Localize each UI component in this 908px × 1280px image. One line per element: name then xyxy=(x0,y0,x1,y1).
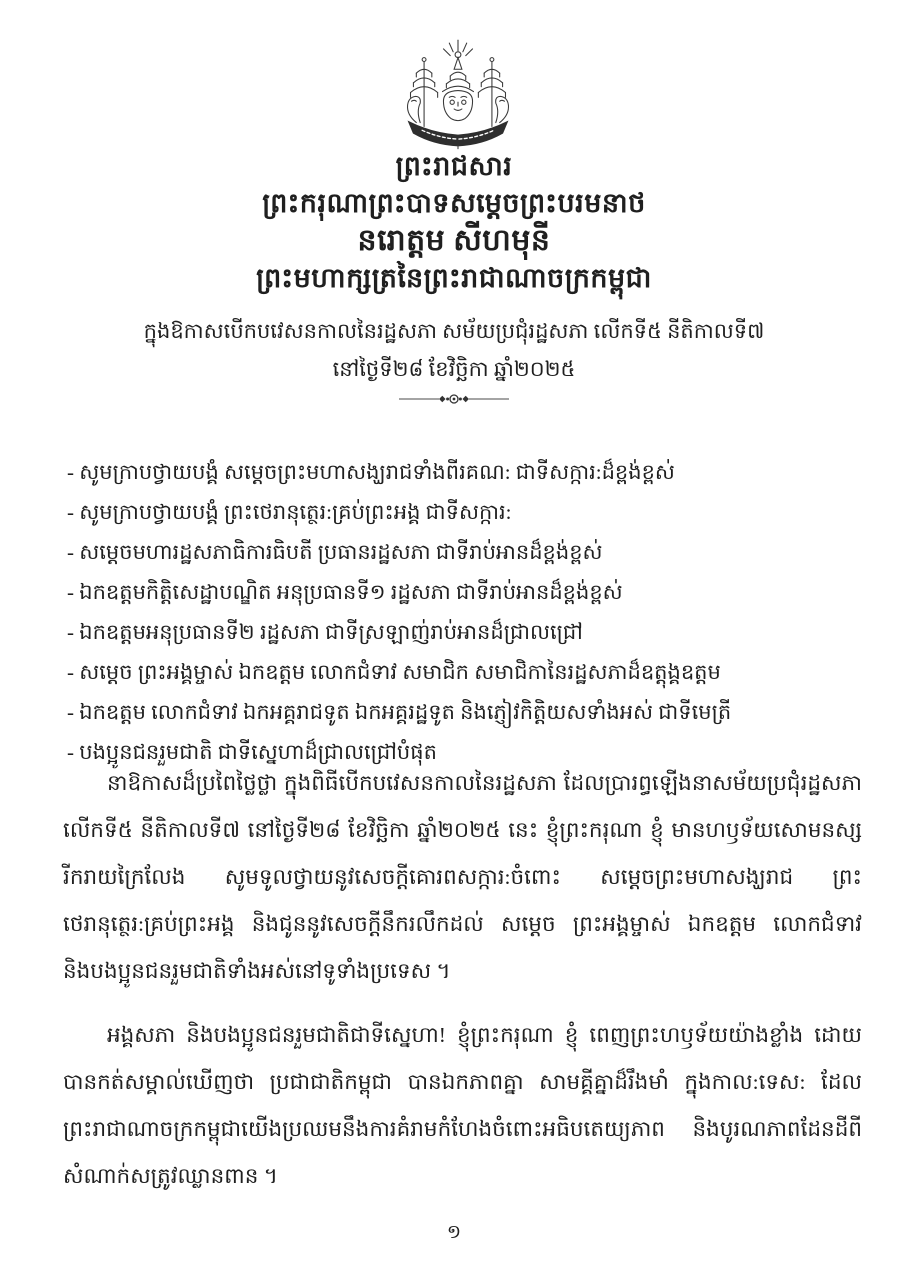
rays-icon xyxy=(443,40,472,57)
parasol-right-icon xyxy=(478,58,505,127)
paragraph: អង្គសភា និងបងប្អូនជនរួមជាតិជាទីស្នេហា! ខ្ញុំព្រះករុណា ខ្ញុំ ពេញព្រះហឫទ័យយ៉ាងខ្លាំង ដោយបានកត់សម្គាល់ឃើញថា ប្រជាជាតិកម្ពុជា បានឯកភាពគ្នា សាមគ្គីគ្នាដ៏រឹងមាំ ក្នុងកាល:ទេស: ដែលព្រះរាជាណាចក្រកម្ពុជាយើងប្រឈមនឹងការគំរាមកំហែងចំពោះអធិបតេយ្យភាព និងបូរណភាពដែនដីពីសំណាក់សត្រូវឈ្លានពាន ។ xyxy=(63,1023,862,1188)
king-name: នរោត្តម សីហមុនី xyxy=(357,224,551,257)
salutation-item: - ឯកឧត្តមកិត្តិសេដ្ឋាបណ្ឌិត អនុប្រធានទី១ រដ្ឋសភា ជាទីរាប់អានដ៏ខ្ពង់ខ្ពស់ xyxy=(67,580,623,604)
ornament-divider-icon xyxy=(399,392,509,404)
shield-icon xyxy=(443,91,472,121)
subtitle-date-line: នៅថ្ងៃទី២៨ ខែវិច្ឆិកា ឆ្នាំ២០២៥ xyxy=(332,357,576,381)
supporter-left-icon xyxy=(408,96,421,122)
king-honorific-line: ព្រះករុណាព្រះបាទសម្ដេចព្រះបរមនាថ xyxy=(262,188,646,218)
crown-icon xyxy=(442,58,473,92)
supporter-right-icon xyxy=(496,96,509,122)
page-number: ១ xyxy=(446,1222,462,1243)
subtitle-occasion-line: ក្នុងឱកាសបើកបវេសនកាលនៃរដ្ឋសភា សម័យប្រជុំរដ្ឋសភា លើកទី៥ នីតិកាលទី៧ xyxy=(143,319,765,343)
document-title: ព្រះរាជសារ xyxy=(395,151,513,181)
salutation-item: - សម្ដេចមហារដ្ឋសភាធិការធិបតី ប្រធានរដ្ឋសភា ជាទីរាប់អានដ៏ខ្ពង់ខ្ពស់ xyxy=(67,540,603,564)
subtitle-block xyxy=(0,312,908,388)
salutation-item: - ឯកឧត្តមអនុប្រធានទី២ រដ្ឋសភា ជាទីស្រឡាញ់រាប់អានដ៏ជ្រាលជ្រៅ xyxy=(67,620,583,644)
paragraph: នាឱកាសដ៏ប្រពៃថ្លៃថ្លា ក្នុងពិធីបើកបវេសនកាលនៃរដ្ឋសភា ដែលប្រារព្ធឡើងនាសម័យប្រជុំរដ្ឋសភា លើកទី៥ នីតិកាលទី៧ នៅថ្ងៃទី២៨ ខែវិច្ឆិកា ឆ្នាំ២០២៥ នេះ ខ្ញុំព្រះករុណា ខ្ញុំ មានហឫទ័យសោមនស្សរីករាយក្រៃលែង សូមទូលថ្វាយនូវសេចក្ដីគោរពសក្ការ:ចំពោះ សម្ដេចព្រះមហាសង្ឃរាជ ព្រះថេរានុត្ថេរ:គ្រប់ព្រះអង្គ និងជូននូវសេចក្ដីនឹករលឹកដល់ សម្ដេច ព្រះអង្គម្ចាស់ ឯកឧត្តម លោកជំទាវ និងបងប្អូនជនរួមជាតិទាំងអស់នៅទូទាំងប្រទេស ។ xyxy=(63,771,862,983)
body-text xyxy=(63,760,862,1217)
title-block xyxy=(0,148,908,296)
king-title-line: ព្រះមហាក្សត្រនៃព្រះរាជាណាចក្រកម្ពុជា xyxy=(256,263,652,293)
ribbon-banner-icon xyxy=(409,122,508,149)
salutation-list xyxy=(67,452,868,772)
salutation-item: - សម្ដេច ព្រះអង្គម្ចាស់ ឯកឧត្តម លោកជំទាវ សមាជិក សមាជិកានៃរដ្ឋសភាដ៏ឧត្តុង្គឧត្តម xyxy=(67,660,721,684)
parasol-left-icon xyxy=(411,58,438,127)
salutation-item: - សូមក្រាបថ្វាយបង្គំ សម្ដេចព្រះមហាសង្ឃរាជទាំងពីរគណ: ជាទីសក្ការ:ដ៏ខ្ពង់ខ្ពស់ xyxy=(67,460,675,484)
salutation-item: - សូមក្រាបថ្វាយបង្គំ ព្រះថេរានុត្ថេរ:គ្រប់ព្រះអង្គ ជាទីសក្ការ: xyxy=(67,500,512,524)
salutation-item: - បងប្អូនជនរួមជាតិ ជាទីស្នេហាដ៏ជ្រាលជ្រៅបំផុត xyxy=(67,740,437,764)
royal-arms-of-cambodia-emblem xyxy=(395,36,521,150)
salutation-item: - ឯកឧត្តម លោកជំទាវ ឯកអគ្គរាជទូត ឯកអគ្គរដ្ឋទូត និងភ្ញៀវកិត្តិយសទាំងអស់ ជាទីមេត្រី xyxy=(67,700,732,724)
